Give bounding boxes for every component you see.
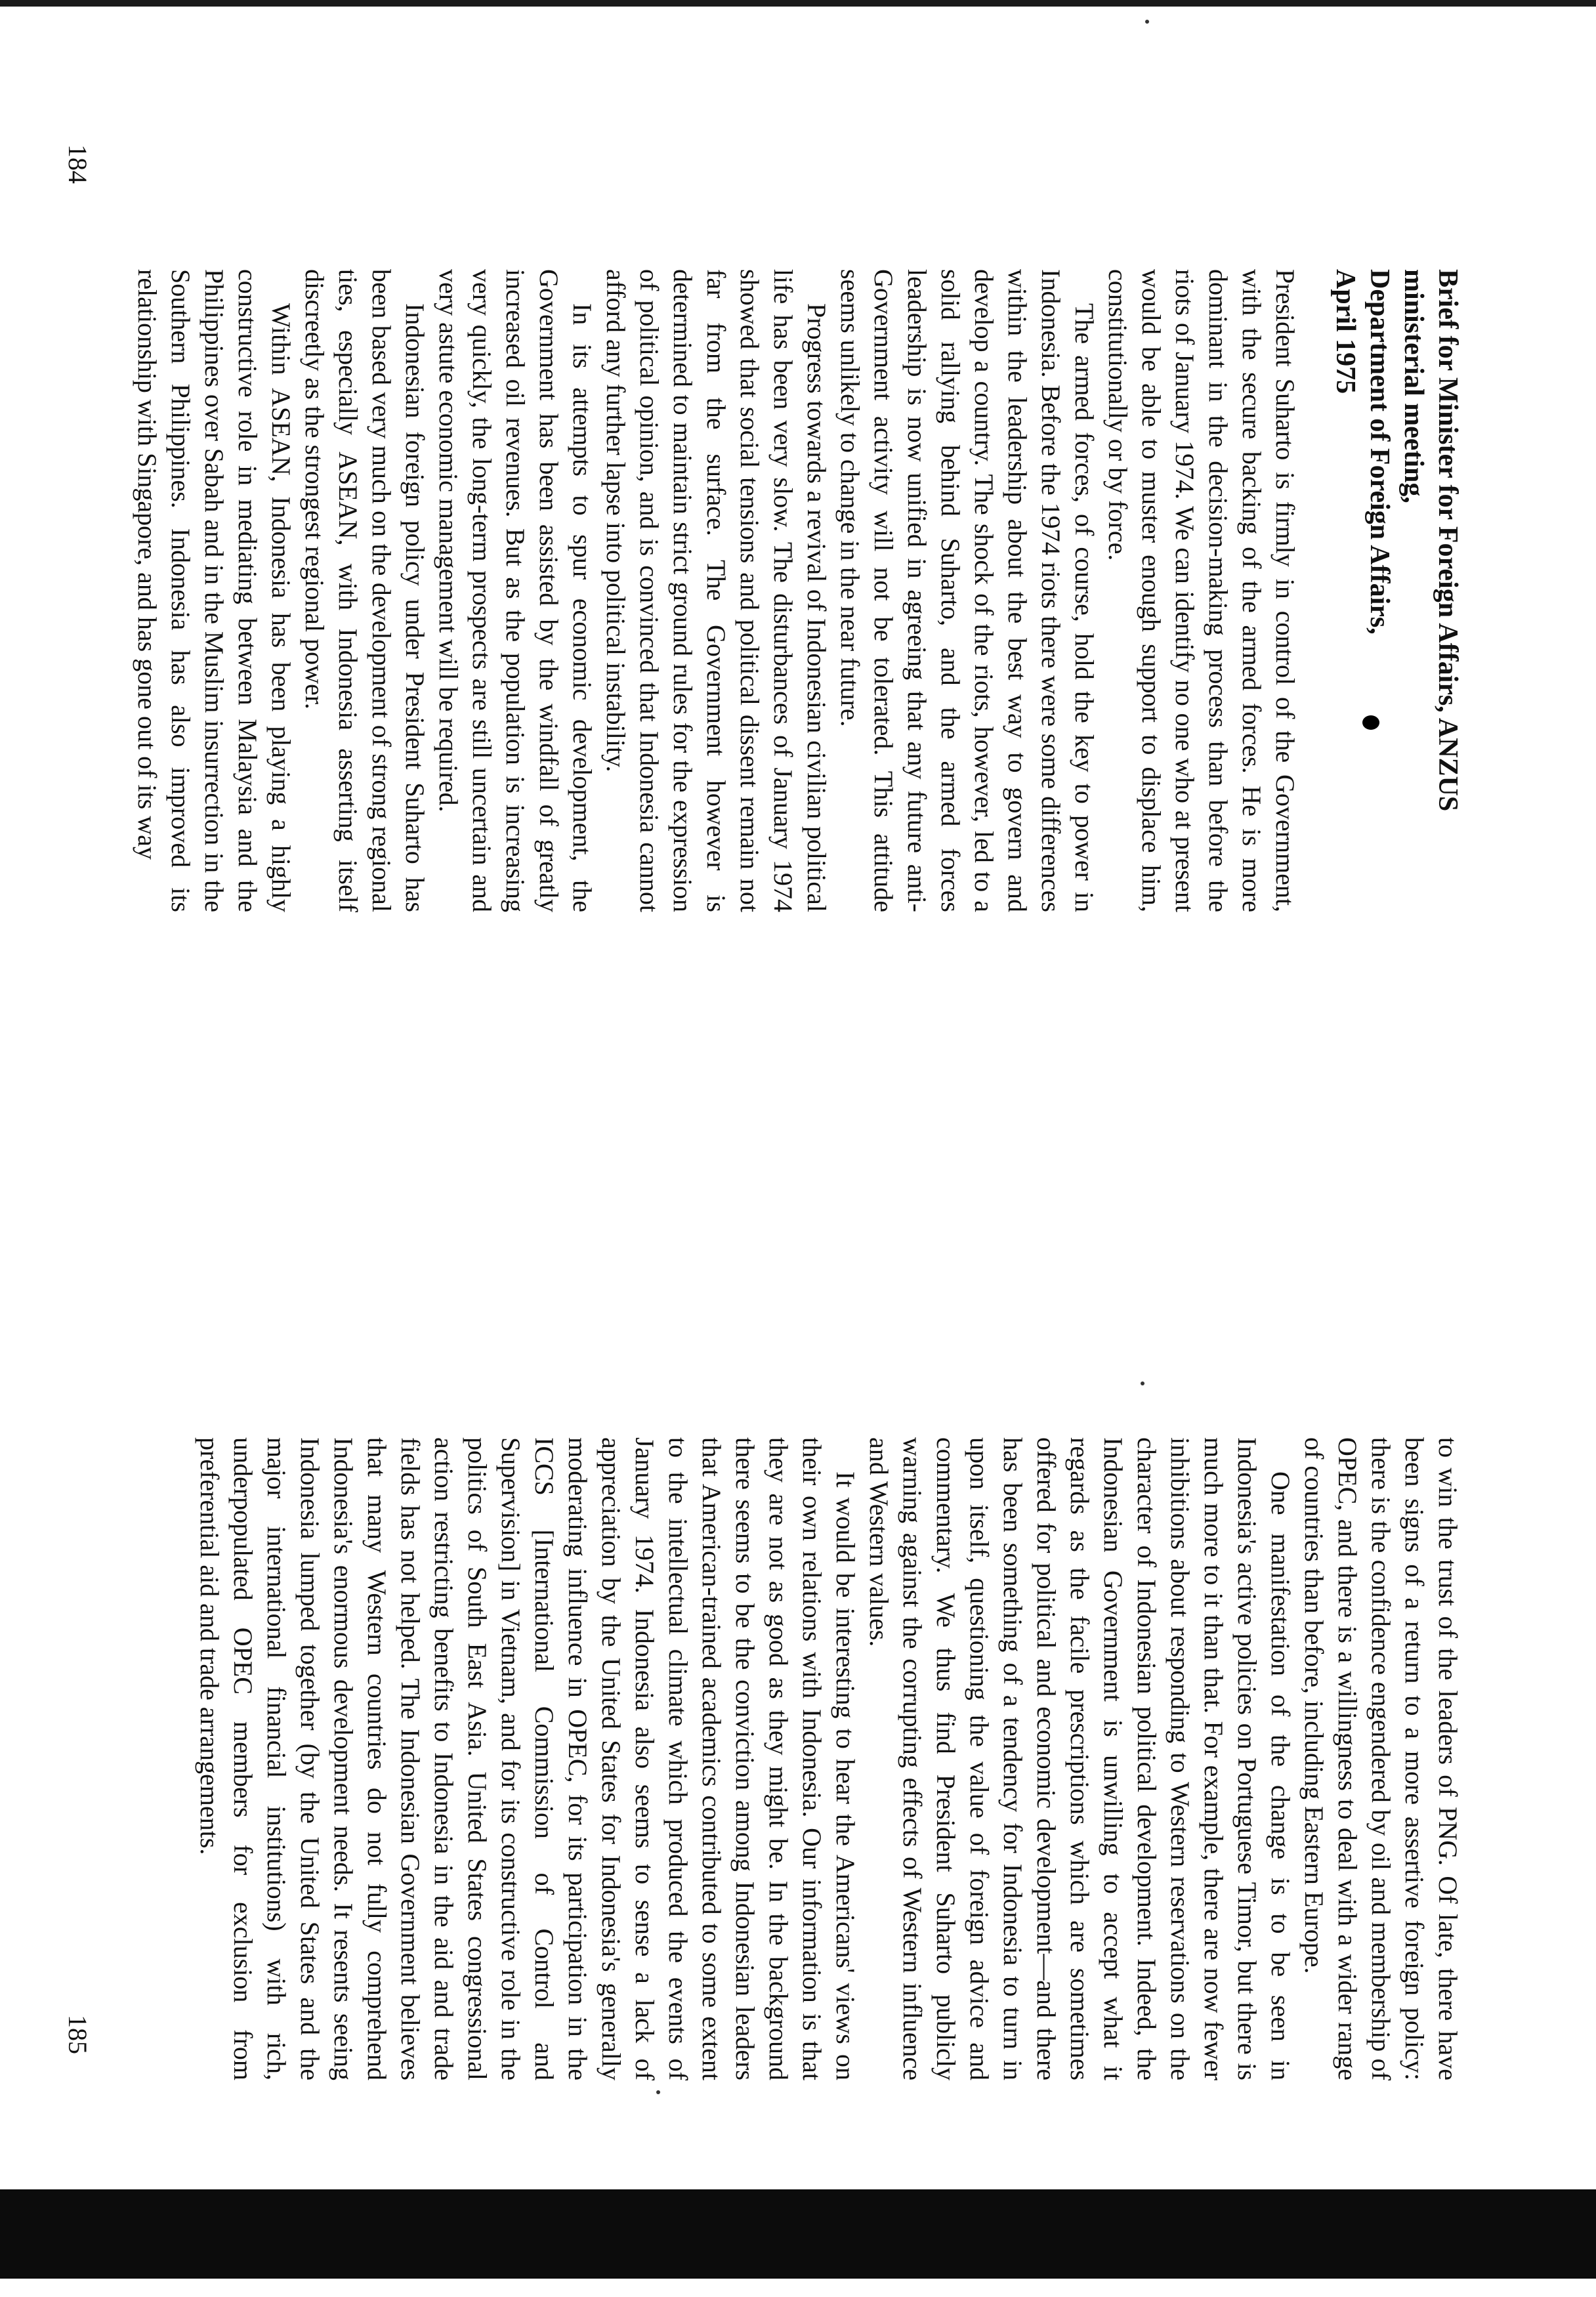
paragraph: One manifestation of the change is to be seen in Indonesia's active policies on Portuguese Timor, but there is much more to it than that. For example, there are now fewer inhibitions about responding to Western reservations on the character of Indonesian political development. Indeed, the Indonesian Government is unwilling to accept what it regards as the facile prescriptions which are sometimes offered for political and economic development—and there has been something of a tendency for Indonesia to turn in upon itself, questioning the value of foreign advice and commentary. We thus find President Suharto publicly warning against the corrupting effects of Western influence and Western values.	[864, 1437, 1295, 2080]
heading-line-2: ministerial meeting,	[1398, 269, 1429, 503]
page-number-right: 185	[63, 2015, 93, 2054]
right-text-column	[193, 1437, 1465, 2080]
scan-speck	[656, 2090, 660, 2094]
heading-line-1: Brief for Minister for Foreign Affairs, ANZUS	[1433, 269, 1463, 812]
paragraph: Within ASEAN, Indonesia has been playing a highly constructive role in mediating between Malaysia and the Philippines over Sabah and in the Muslim insurrection in the Southern Philippines. Indonesia has also improved its relationship with Singapore, and has gone out of its way	[133, 269, 296, 912]
ink-dot-mark	[1362, 715, 1379, 730]
paragraph: to win the trust of the leaders of PNG. Of late, there have been signs of a return to a more assertive foreign policy: there is the confidence engendered by oil and membership of OPEC, and there is a willingness to deal with a wider range of countries than before, including Eastern Europe.	[1299, 1437, 1463, 2080]
scan-speck	[1145, 20, 1149, 24]
document-heading	[1328, 269, 1465, 912]
paragraph: It would be interesting to hear the Americans' views on their own relations with Indonesia. Our information is that they are not as good as they might be. In the background there seems to be the conviction among Indonesian leaders that American-trained academics contributed to some extent to the intellectual climate which produced the events of January 1974. Indonesia also seems to sense a lack of appreciation by the United States for Indonesia's generally moderating influence in OPEC, for its participation in the ICCS [International Commission of Control and Supervision] in Vietnam, and for its constructive role in the politics of South East Asia. United States congressional action restricting benefits to Indonesia in the aid and trade fields has not helped. The Indonesian Government believes that many Western countries do not fully comprehend Indonesia's enormous development needs. It resents seeing Indonesia lumped together (by the United States and the major international financial institutions) with rich, underpopulated OPEC members for exclusion from preferential aid and trade arrangements.	[195, 1437, 860, 2080]
paragraph: The armed forces, of course, hold the key to power in Indonesia. Before the 1974 riots there were some differences within the leadership about the best way to govern and develop a country. The shock of the riots, however, led to a solid rallying behind Suharto, and the armed forces leadership is now unified in agreeing that any future anti-Government activity will not be tolerated. This attitude seems unlikely to change in the near future.	[835, 269, 1099, 912]
scan-bottom-bar	[0, 2189, 1596, 2279]
heading-line-4: April 1975	[1330, 269, 1360, 394]
page-number-left: 184	[63, 144, 93, 184]
paragraph: President Suharto is firmly in control of the Government, with the secure backing of the armed forces. He is more dominant in the decision-making process than before the riots of January 1974. We can identify no one who at present would be able to muster enough support to displace him, constitutionally or by force.	[1103, 269, 1300, 912]
left-text-column	[131, 269, 1465, 912]
paragraph: Indonesian foreign policy under President Suharto has been based very much on the development of strong regional ties, especially ASEAN, with Indonesia asserting itself discreetly as the strongest regional power.	[300, 269, 430, 912]
heading-line-3: Department of Foreign Affairs,	[1364, 269, 1395, 635]
scan-speck	[1141, 1381, 1144, 1385]
left-page	[63, 92, 1465, 1168]
paragraph: Progress towards a revival of Indonesian civilian political life has been very slow. The disturbances of January 1974 showed that social tensions and political dissent remain not far from the surface. The Government however is determined to maintain strict ground rules for the expression of political opinion, and is convinced that Indonesia cannot afford any further lapse into political instability.	[601, 269, 831, 912]
right-page	[63, 1221, 1465, 2297]
paragraph: In its attempts to spur economic development, the Government has been assisted by the windfall of greatly increased oil revenues. But as the population is increasing very quickly, the long-term prospects are still uncertain and very astute economic management will be required.	[434, 269, 597, 912]
